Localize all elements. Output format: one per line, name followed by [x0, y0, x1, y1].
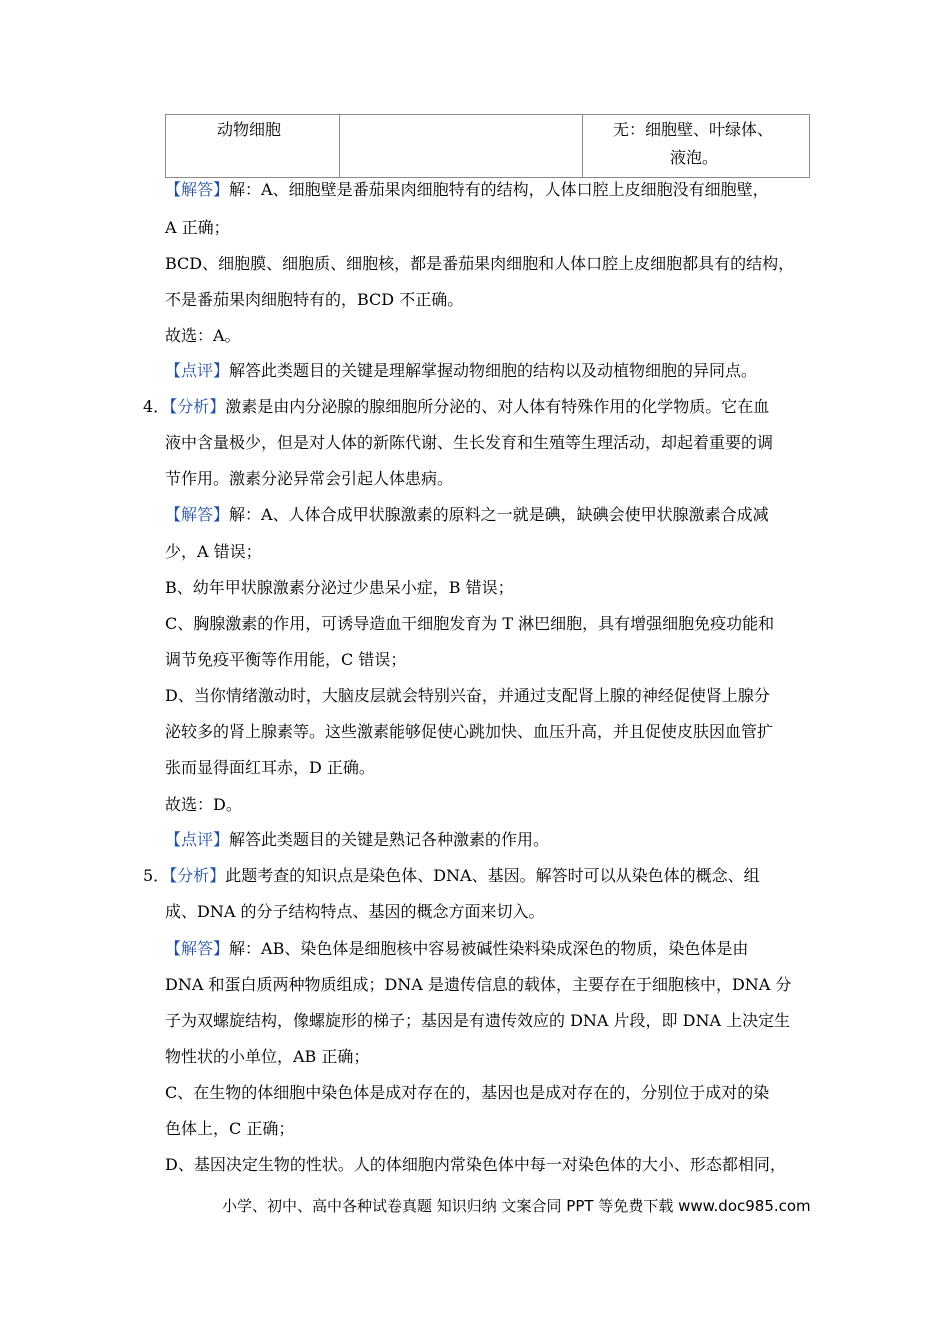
- q3-answer-line1: [165, 180, 769, 200]
- answer-tag: 【解答】: [165, 180, 230, 199]
- q4-analysis-line2: 液中含量极少，但是对人体的新陈代谢、生长发育和生殖等生理活动，却起着重要的调: [165, 433, 774, 452]
- q5-answer-line1: [165, 939, 748, 959]
- q4-review-text: 解答此类题目的关键是熟记各种激素的作用。: [229, 830, 550, 849]
- q4-answer-line2: 少，A 错误；: [165, 542, 262, 561]
- q4-answer-line3: B、幼年甲状腺激素分泌过少患呆小症，B 错误；: [165, 578, 514, 597]
- q5-answer-line7: D、基因决定生物的性状。人的体细胞内常染色体中每一对染色体的大小、形态都相同，: [165, 1155, 786, 1174]
- q4-answer-line4: C、胸腺激素的作用，可诱导造血干细胞发育为 T 淋巴细胞，具有增强细胞免疫功能和: [165, 614, 775, 633]
- q4-answer-line6: D、当你情绪激动时，大脑皮层就会特别兴奋，并通过支配肾上腺的神经促使肾上腺分: [165, 686, 770, 705]
- q5-answer-line2: DNA 和蛋白质两种物质组成；DNA 是遗传信息的载体，主要存在于细胞核中，DNA 分: [165, 975, 792, 994]
- q4-answer-line8: 张而显得面红耳赤，D 正确。: [165, 758, 375, 777]
- q3-answer-text: 解：A、细胞壁是番茄果肉细胞特有的结构，人体口腔上皮细胞没有细胞壁，: [229, 180, 769, 199]
- q4-answer-line7: 泌较多的肾上腺素等。这些激素能够促使心跳加快、血压升高，并且促使皮肤因血管扩: [165, 722, 774, 741]
- q5-analysis-line2: 成、DNA 的分子结构特点、基因的概念方面来切入。: [165, 902, 545, 921]
- table-cell-animal-cell: 动物细胞: [217, 120, 282, 139]
- q3-answer-line3: BCD、细胞膜、细胞质、细胞核，都是番茄果肉细胞和人体口腔上皮细胞都具有的结构，: [165, 254, 795, 273]
- q3-choice: 故选：A。: [165, 326, 241, 345]
- q5-number: 5．: [143, 866, 170, 885]
- q5-answer-line6: 色体上，C 正确；: [165, 1119, 295, 1138]
- review-tag: 【点评】: [165, 830, 230, 849]
- q5-analysis-line1: [143, 866, 760, 886]
- table-cell-2: [340, 115, 583, 178]
- q4-analysis-line1: [143, 397, 769, 417]
- q5-answer-line4: 物性状的小单位，AB 正确；: [165, 1047, 370, 1066]
- q5-analysis-text: 此题考查的知识点是染色体、DNA、基因。解答时可以从染色体的概念、组: [225, 866, 760, 885]
- q5-answer-text: 解：AB、染色体是细胞核中容易被碱性染料染成深色的物质，染色体是由: [229, 939, 749, 958]
- table-cell-absent-line2: 液泡。: [670, 148, 719, 167]
- q3-review: [165, 361, 757, 381]
- answer-tag: 【解答】: [165, 939, 230, 958]
- q4-number: 4．: [143, 397, 170, 416]
- analysis-tag: 【分析】: [169, 397, 226, 416]
- q4-answer-line1: [165, 505, 769, 525]
- q4-review: [165, 830, 549, 850]
- analysis-tag: 【分析】: [169, 866, 226, 885]
- q4-analysis-line3: 节作用。激素分泌异常会引起人体患病。: [165, 469, 454, 488]
- q3-answer-line4: 不是番茄果肉细胞特有的，BCD 不正确。: [165, 290, 464, 309]
- q5-answer-line5: C、在生物的体细胞中染色体是成对存在的，基因也是成对存在的，分别位于成对的染: [165, 1083, 770, 1102]
- q3-answer-line2: A 正确；: [165, 218, 230, 237]
- q4-answer-line5: 调节免疫平衡等作用能，C 错误；: [165, 650, 407, 669]
- q4-analysis-text: 激素是由内分泌腺的腺细胞所分泌的、对人体有特殊作用的化学物质。它在血: [225, 397, 770, 416]
- table-cell-absent-line1: 无：细胞壁、叶绿体、: [613, 120, 774, 139]
- page-footer: 小学、初中、高中各种试卷真题 知识归纳 文案合同 PPT 等免费下载 www.doc985.com: [222, 1197, 811, 1215]
- q3-review-text: 解答此类题目的关键是理解掌握动物细胞的结构以及动植物细胞的异同点。: [229, 361, 758, 380]
- q5-answer-line3: 子为双螺旋结构，像螺旋形的梯子；基因是有遗传效应的 DNA 片段，即 DNA 上决定生: [165, 1011, 791, 1030]
- review-tag: 【点评】: [165, 361, 230, 380]
- q4-choice: 故选：D。: [165, 795, 242, 814]
- answer-tag: 【解答】: [165, 505, 230, 524]
- q4-answer-text: 解：A、人体合成甲状腺激素的原料之一就是碘，缺碘会使甲状腺激素合成减: [229, 505, 769, 524]
